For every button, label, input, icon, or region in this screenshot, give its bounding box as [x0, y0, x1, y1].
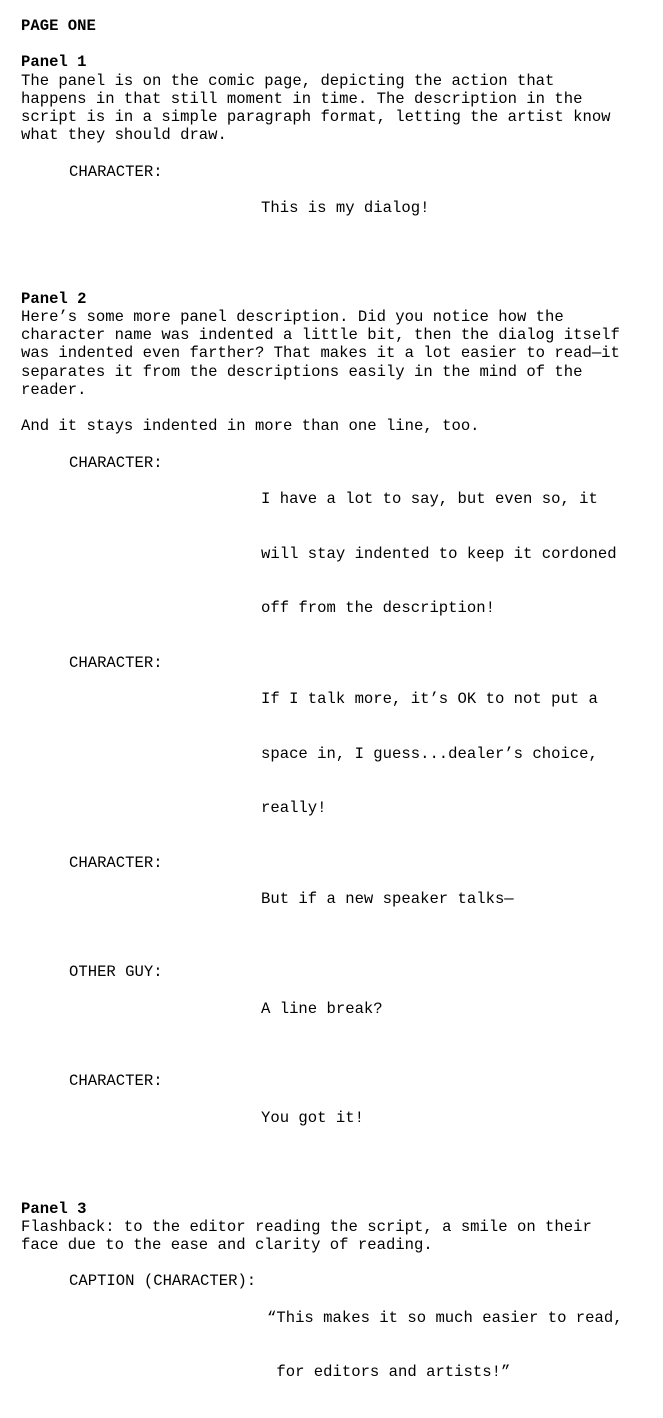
panel-1-description-line: The panel is on the comic page, depicting the action that: [21, 71, 555, 90]
caption-block: [21, 1272, 651, 1418]
speaker-name: CHARACTER:: [69, 853, 163, 872]
spacer: [21, 1054, 651, 1072]
spacer: [21, 1254, 651, 1272]
dialog-text: [261, 454, 641, 654]
dialog-line: You got it!: [261, 1108, 364, 1127]
dialog-text: [261, 654, 641, 854]
panel-3-heading: Panel 3: [21, 1199, 87, 1218]
dialog-text: [261, 854, 641, 945]
caption-text: [267, 1272, 647, 1418]
dialog-text: [261, 963, 641, 1054]
dialog-block: [21, 963, 651, 1054]
dialog-line: But if a new speaker talks—: [261, 890, 514, 909]
spacer: [21, 254, 651, 290]
dialog-text: [261, 163, 641, 254]
panel-2-description-line: And it stays indented in more than one line, too.: [21, 417, 480, 436]
page-title: PAGE ONE: [21, 17, 96, 35]
dialog-text: [261, 1072, 641, 1163]
dialog-block: [21, 163, 651, 254]
panel-2-description-line: separates it from the descriptions easily in the mind of the: [21, 362, 583, 381]
dialog-line: If I talk more, it’s OK to not put a: [261, 690, 598, 709]
dialog-line: A line break?: [261, 999, 383, 1018]
spacer: [21, 1163, 651, 1199]
speaker-name: CHARACTER:: [69, 653, 163, 672]
speaker-name: CHARACTER:: [69, 1072, 163, 1091]
speaker-name: OTHER GUY:: [69, 963, 163, 982]
spacer: [21, 399, 651, 417]
spacer: [21, 144, 651, 162]
panel-3-description-line: Flashback: to the editor reading the script, a smile on their: [21, 1217, 592, 1236]
panel-1-heading: Panel 1: [21, 53, 87, 72]
spacer: [21, 435, 651, 453]
dialog-line: will stay indented to keep it cordoned: [261, 544, 617, 563]
dialog-line: really!: [261, 799, 327, 818]
panel-2-description-line: Here’s some more panel description. Did you notice how the: [21, 308, 564, 327]
caption-speaker: CAPTION (CHARACTER):: [69, 1272, 257, 1291]
panel-1-description-line: script is in a simple paragraph format, letting the artist know: [21, 107, 611, 126]
dialog-block: [21, 654, 651, 854]
script-page: [21, 17, 651, 1418]
speaker-name: CHARACTER:: [69, 162, 163, 181]
dialog-line: “This makes it so much easier to read,: [267, 1308, 623, 1327]
spacer: [21, 945, 651, 963]
dialog-line: This is my dialog!: [261, 198, 430, 217]
speaker-name: CHARACTER:: [69, 453, 163, 472]
dialog-block: [21, 454, 651, 654]
panel-2-description-line: was indented even farther? That makes it a lot easier to read—it: [21, 344, 620, 363]
panel-2-heading: Panel 2: [21, 289, 87, 308]
dialog-line: for editors and artists!”: [267, 1363, 511, 1382]
dialog-line: off from the description!: [261, 599, 495, 618]
panel-2-description-line: reader.: [21, 380, 87, 399]
dialog-block: [21, 854, 651, 945]
dialog-line: space in, I guess...dealer’s choice,: [261, 744, 598, 763]
dialog-block: [21, 1072, 651, 1163]
spacer: [21, 35, 651, 53]
panel-1-description-line: what they should draw.: [21, 126, 227, 145]
dialog-line: I have a lot to say, but even so, it: [261, 489, 598, 508]
panel-3-description-line: face due to the ease and clarity of reading.: [21, 1236, 433, 1255]
panel-1-description-line: happens in that still moment in time. The description in the: [21, 89, 583, 108]
panel-2-description-line: character name was indented a little bit, then the dialog itself: [21, 326, 620, 345]
